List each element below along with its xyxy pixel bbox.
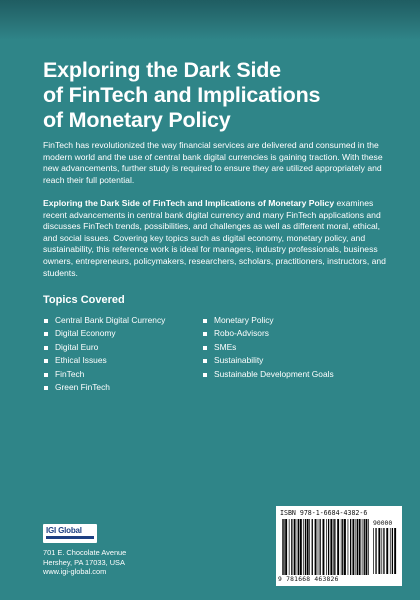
- publisher-logo: [43, 524, 97, 543]
- description-body: examines recent advancements in central bank digital currency and many FinTech applications and discusses FinTech trends, possibilities, and challenges as well as different moral, ethical, and social issues. Covering key topics such as digital economy, monetary policy, and sustainability, this reference work is ideal for managers, industry professionals, business owners, entrepreneurs, policymakers, researchers, scholars, practitioners, instructors, and students.: [43, 198, 386, 278]
- topic-item: [43, 381, 193, 394]
- barcode-bar: [294, 519, 296, 575]
- topic-label: Ethical Issues: [55, 355, 107, 366]
- barcode-bar: [303, 519, 304, 575]
- barcode-bar: [368, 519, 369, 575]
- barcode-bar: [326, 519, 327, 575]
- barcode-bar: [300, 519, 302, 575]
- barcode-bar: [373, 528, 374, 574]
- barcode-bar: [381, 528, 382, 574]
- top-dark-band: [0, 0, 420, 40]
- topics-list-left: [43, 314, 193, 394]
- barcode-bar: [344, 519, 346, 575]
- publisher-website: www.igi-global.com: [43, 567, 107, 577]
- barcode-bar: [315, 519, 317, 575]
- topic-item: [202, 354, 392, 367]
- barcode-bar: [375, 528, 376, 574]
- barcode-bar: [312, 519, 313, 575]
- barcode-bar: [328, 519, 329, 575]
- title-line-2: of FinTech and Implications: [43, 83, 321, 107]
- barcode-bar: [359, 519, 361, 575]
- barcode-bar: [333, 519, 334, 575]
- barcode-bar: [309, 519, 310, 575]
- barcode-bar: [394, 528, 396, 574]
- barcode-bar: [383, 528, 384, 574]
- topic-item: [202, 341, 392, 354]
- barcode-bar: [386, 528, 388, 574]
- barcode-bar: [320, 519, 321, 575]
- barcode-bar: [341, 519, 342, 575]
- addon-barcode-bars: [373, 528, 397, 574]
- address-line-1: 701 E. Chocolate Avenue: [43, 548, 127, 557]
- bullet-icon: [203, 332, 207, 336]
- barcode-bar: [348, 519, 349, 575]
- topic-label: Robo-Advisors: [214, 328, 269, 339]
- barcode-bar: [298, 519, 299, 575]
- topic-item: [43, 341, 193, 354]
- bullet-icon: [44, 359, 48, 363]
- barcode-bar: [297, 519, 298, 575]
- title-line-1: Exploring the Dark Side: [43, 58, 281, 82]
- barcode-bar: [307, 519, 309, 575]
- barcode-bar: [357, 519, 358, 575]
- barcode-bar: [330, 519, 332, 575]
- barcode-bar: [282, 519, 283, 575]
- barcode-bar: [289, 519, 290, 575]
- barcode-bar: [283, 519, 284, 575]
- barcode-bar: [364, 519, 365, 575]
- barcode-bar: [390, 528, 391, 574]
- topic-item: [202, 327, 392, 340]
- barcode-bar: [378, 528, 380, 574]
- title-line-3: of Monetary Policy: [43, 108, 231, 132]
- topics-heading: Topics Covered: [43, 294, 125, 306]
- description-bold-title: Exploring the Dark Side of FinTech and Implications of Monetary Policy: [43, 198, 335, 208]
- barcode-bar: [350, 519, 351, 575]
- topic-label: Sustainability: [214, 355, 264, 366]
- bullet-icon: [44, 373, 48, 377]
- barcode-bar: [342, 519, 343, 575]
- topic-label: FinTech: [55, 368, 85, 379]
- bullet-icon: [203, 373, 207, 377]
- bullet-icon: [44, 332, 48, 336]
- bullet-icon: [203, 346, 207, 350]
- address-line-2: Hershey, PA 17033, USA: [43, 557, 125, 567]
- barcode-bar: [356, 519, 357, 575]
- barcode-bar: [392, 528, 393, 574]
- topic-label: Monetary Policy: [214, 315, 274, 325]
- ean-digits: 9 781668 463826: [278, 576, 339, 583]
- isbn-barcode: [276, 506, 402, 586]
- topic-item: [43, 327, 193, 340]
- intro-paragraph: FinTech has revolutionized the way financial services are delivered and consumed in the modern world and the use of central bank digital currencies is gaining traction. With these new advancements, further study is required to ensure they are utilized appropriately and reach their full potential.: [43, 140, 383, 185]
- ean-barcode-bars: [282, 519, 370, 575]
- topic-label: SMEs: [214, 341, 237, 352]
- topic-item: [43, 314, 193, 327]
- book-title: [43, 58, 383, 133]
- bullet-icon: [203, 319, 207, 323]
- topic-label: Digital Euro: [55, 341, 99, 352]
- barcode-bar: [323, 519, 325, 575]
- barcode-bar: [305, 519, 306, 575]
- bullet-icon: [44, 346, 48, 350]
- price-code: 90000: [373, 519, 393, 527]
- topic-label: Sustainable Development Goals: [214, 368, 334, 379]
- logo-tagline-strip: [46, 536, 94, 539]
- bullet-icon: [203, 359, 207, 363]
- topic-item: [43, 368, 193, 381]
- topic-label: Digital Economy: [55, 328, 116, 339]
- barcode-bar: [337, 519, 339, 575]
- barcode-bar: [318, 519, 319, 575]
- topic-item: [202, 368, 392, 381]
- topic-item: [202, 314, 392, 327]
- isbn-number: ISBN 978-1-6684-4382-6: [280, 509, 368, 517]
- barcode-bar: [366, 519, 368, 575]
- topic-item: [43, 354, 193, 367]
- bullet-icon: [44, 386, 48, 390]
- topic-label: Green FinTech: [55, 382, 110, 393]
- topic-label: Central Bank Digital Currency: [55, 315, 166, 325]
- barcode-bar: [285, 519, 287, 575]
- barcode-bar: [291, 519, 292, 575]
- topics-list-right: [202, 314, 392, 381]
- barcode-bar: [352, 519, 354, 575]
- publisher-address: [43, 548, 126, 577]
- bullet-icon: [44, 319, 48, 323]
- barcode-bar: [362, 519, 363, 575]
- barcode-bar: [334, 519, 335, 575]
- publisher-logo-text: IGI Global: [46, 526, 82, 535]
- description-paragraph: [43, 198, 393, 279]
